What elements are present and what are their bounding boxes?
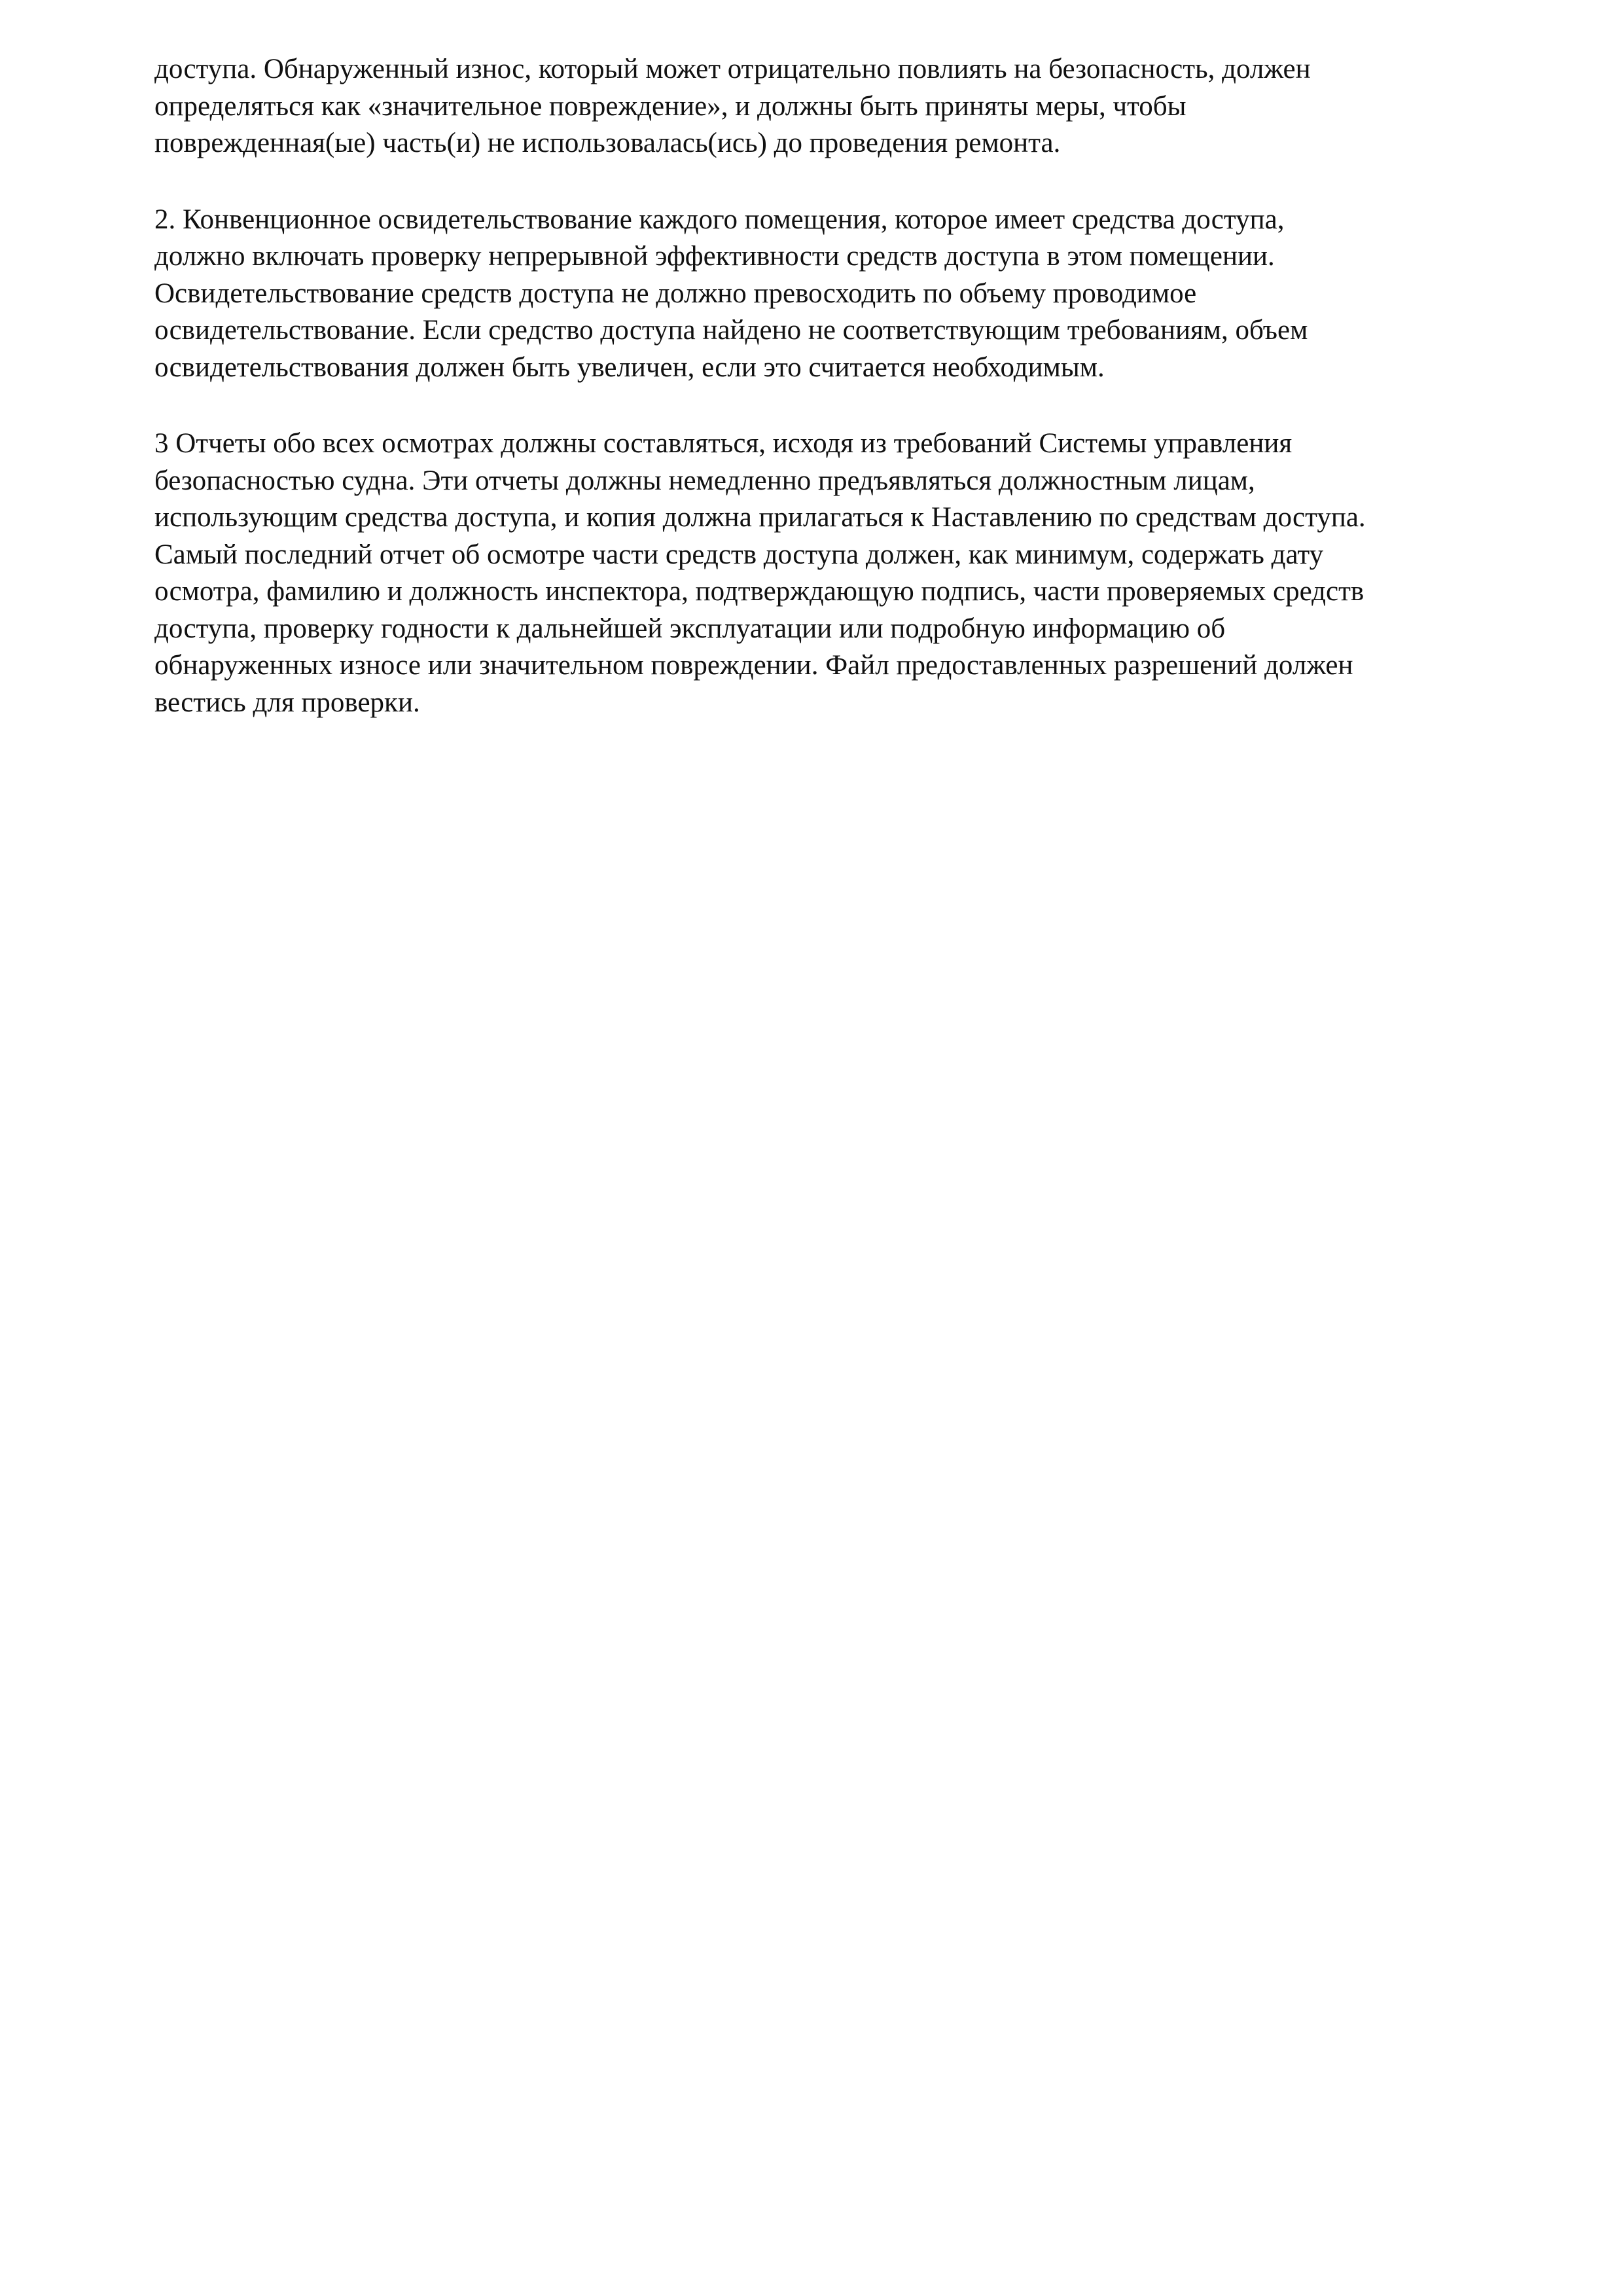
text-line: освидетельствование. Если средство доступа найдено не соответствующим требованиям, объем <box>154 315 1308 346</box>
text-line: 2. Конвенционное освидетельствование каждого помещения, которое имеет средства доступа, <box>154 204 1285 235</box>
document-body <box>154 51 1476 761</box>
text-line: Освидетельствование средств доступа не должно превосходить по объему проводимое <box>154 278 1197 309</box>
paragraph-2-survey <box>154 202 1476 387</box>
text-line: вестись для проверки. <box>154 687 420 718</box>
text-line: использующим средства доступа, и копия должна прилагаться к Наставлению по средствам доступа. <box>154 502 1366 533</box>
text-line: освидетельствования должен быть увеличен, если это считается необходимым. <box>154 351 1105 383</box>
text-line: определяться как «значительное повреждение», и должны быть приняты меры, чтобы <box>154 90 1186 122</box>
text-line: безопасностью судна. Эти отчеты должны немедленно предъявляться должностным лицам, <box>154 465 1255 496</box>
paragraph-wear-damage <box>154 51 1476 162</box>
text-line: доступа. Обнаруженный износ, который может отрицательно повлиять на безопасность, должен <box>154 54 1311 84</box>
text-line: обнаруженных износе или значительном повреждении. Файл предоставленных разрешений должен <box>154 650 1353 681</box>
paragraph-3-reports <box>154 425 1476 721</box>
text-line: поврежденная(ые) часть(и) не использовалась(ись) до проведения ремонта. <box>154 128 1061 158</box>
text-line: 3 Отчеты обо всех осмотрах должны составляться, исходя из требований Системы управления <box>154 428 1293 459</box>
text-line: осмотра, фамилию и должность инспектора, подтверждающую подпись, части проверяемых средств <box>154 576 1364 607</box>
text-line: доступа, проверку годности к дальнейшей эксплуатации или подробную информацию об <box>154 613 1226 644</box>
text-line: Самый последний отчет об осмотре части средств доступа должен, как минимум, содержать дату <box>154 539 1324 570</box>
text-line: должно включать проверку непрерывной эффективности средств доступа в этом помещении. <box>154 241 1275 272</box>
